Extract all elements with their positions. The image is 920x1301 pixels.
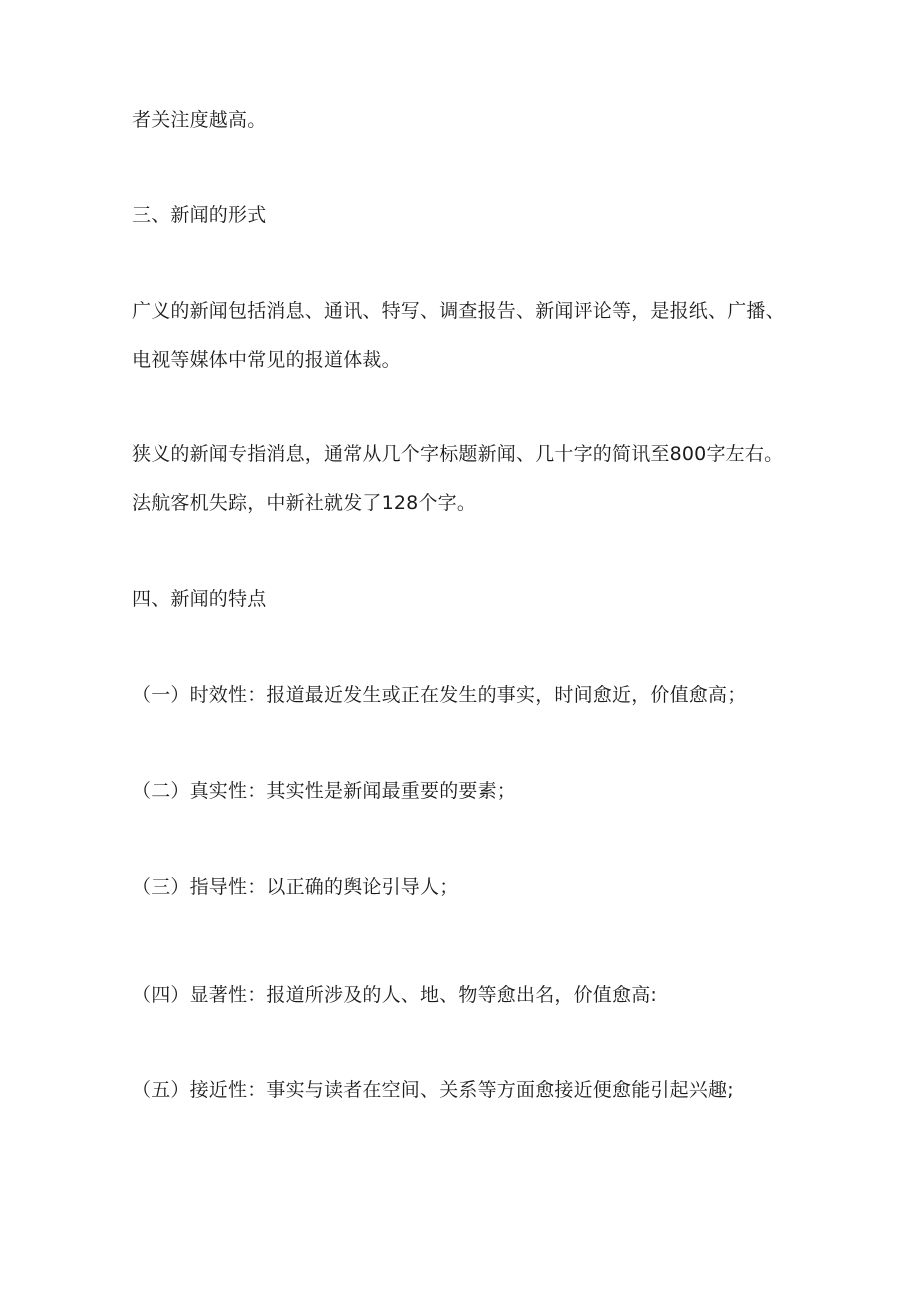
section-heading-features: 四、新闻的特点: [132, 588, 267, 610]
feature-item-authenticity: （二）真实性：其实性是新闻最重要的要素；: [132, 780, 517, 802]
paragraph-broad-news-line-2: 电视等媒体中常见的报道体裁。: [132, 349, 401, 371]
feature-item-prominence: （四）显著性：报道所涉及的人、地、物等愈出名，价值愈高:: [132, 984, 658, 1006]
paragraph-broad-news-line-1: 广义的新闻包括消息、通讯、特写、调查报告、新闻评论等，是报纸、广播、: [132, 300, 785, 322]
paragraph-narrow-news-line-2: 法航客机失踪，中新社就发了128个字。: [132, 492, 477, 514]
paragraph-narrow-news-line-1: 狭义的新闻专指消息，通常从几个字标题新闻、几十字的简讯至800字左右。: [132, 443, 784, 465]
feature-item-guidance: （三）指导性：以正确的舆论引导人；: [132, 876, 459, 898]
feature-item-proximity: （五）接近性：事实与读者在空间、关系等方面愈接近便愈能引起兴趣;: [132, 1079, 734, 1101]
feature-item-timeliness: （一）时效性：报道最近发生或正在发生的事实，时间愈近，价值愈高；: [132, 684, 747, 706]
paragraph-continuation: 者关注度越高。: [132, 109, 267, 131]
section-heading-forms: 三、新闻的形式: [132, 204, 267, 226]
